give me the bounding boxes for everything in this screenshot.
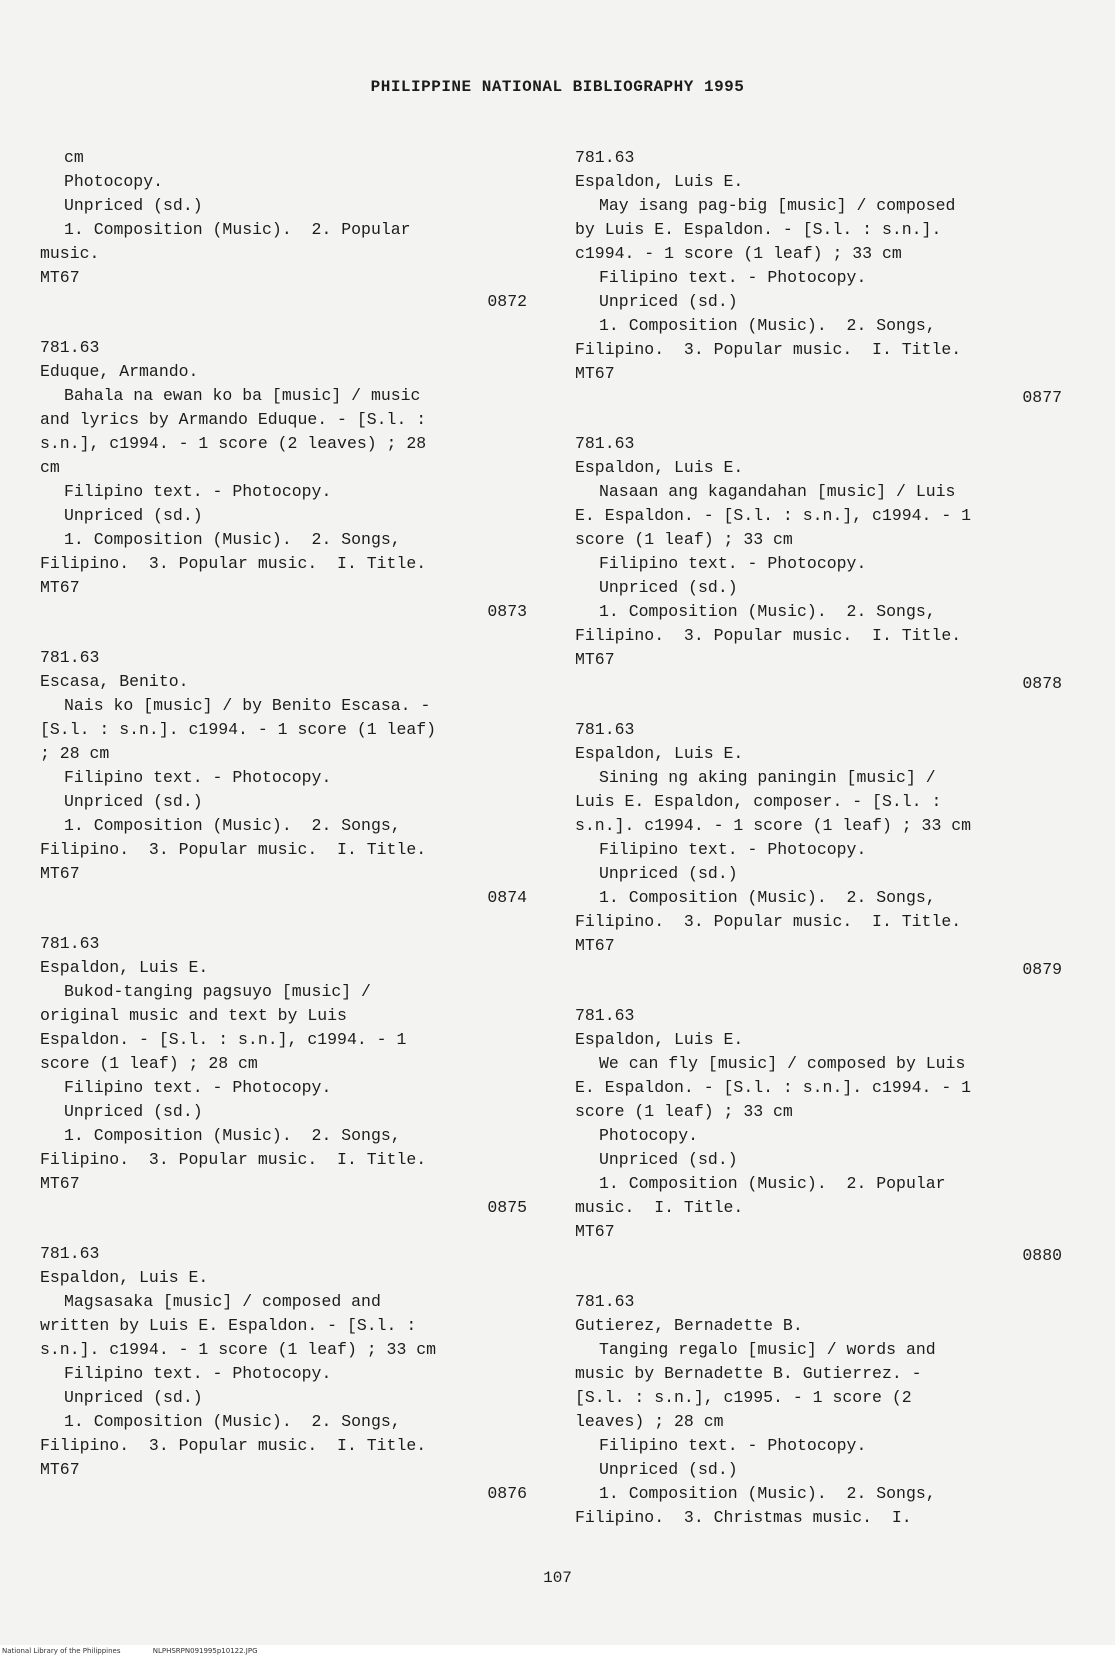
entry-line: Unpriced (sd.)	[599, 1150, 738, 1169]
entry-line: 1. Composition (Music). 2. Songs,	[64, 530, 401, 549]
entry-line: Escasa, Benito.	[40, 672, 189, 691]
entry-line: c1994. - 1 score (1 leaf) ; 33 cm	[575, 244, 902, 263]
entry-line: score (1 leaf) ; 33 cm	[575, 1102, 793, 1121]
entry-line: by Luis E. Espaldon. - [S.l. : s.n.].	[575, 220, 942, 239]
entry-line: Nais ko [music] / by Benito Escasa. -	[64, 696, 431, 715]
bibliography-entry	[575, 1004, 1070, 1268]
entry-line: MT67	[40, 268, 80, 287]
entry-line: s.n.]. c1994. - 1 score (1 leaf) ; 33 cm	[575, 816, 972, 835]
entry-line: 1. Composition (Music). 2. Songs,	[599, 602, 936, 621]
entry-line: 781.63	[575, 1292, 635, 1311]
entry-line: MT67	[575, 364, 615, 383]
entry-line: and lyrics by Armando Eduque. - [S.l. :	[40, 410, 427, 429]
entry-line: Filipino. 3. Christmas music. I.	[575, 1508, 912, 1527]
entry-line: Eduque, Armando.	[40, 362, 199, 381]
entry-line: Filipino text. - Photocopy.	[599, 268, 867, 287]
entry-line: Filipino text. - Photocopy.	[599, 1436, 867, 1455]
entry-line: 781.63	[40, 648, 100, 667]
entry-line: Unpriced (sd.)	[599, 864, 738, 883]
entry-line: 781.63	[575, 148, 635, 167]
entry-line: written by Luis E. Espaldon. - [S.l. :	[40, 1316, 417, 1335]
entry-line: Unpriced (sd.)	[64, 1388, 203, 1407]
entry-line: MT67	[575, 936, 615, 955]
entry-number: 0879	[1022, 960, 1062, 979]
entry-line: leaves) ; 28 cm	[575, 1412, 724, 1431]
entry-line: Filipino text. - Photocopy.	[599, 554, 867, 573]
bibliography-entry	[40, 146, 535, 314]
footer-file: NLPHSRPN091995p10122.JPG	[152, 1647, 258, 1655]
entry-number: 0880	[1022, 1246, 1062, 1265]
entry-line: Filipino. 3. Popular music. I. Title.	[40, 840, 427, 859]
bibliography-entry	[575, 146, 1070, 410]
entry-line: Filipino text. - Photocopy.	[64, 1364, 332, 1383]
entry-line: Espaldon, Luis E.	[575, 172, 744, 191]
entry-line: Unpriced (sd.)	[599, 578, 738, 597]
entry-line: Magsasaka [music] / composed and	[64, 1292, 381, 1311]
entry-line: 1. Composition (Music). 2. Popular	[64, 220, 411, 239]
entry-line: 1. Composition (Music). 2. Songs,	[64, 1126, 401, 1145]
entry-line: 1. Composition (Music). 2. Songs,	[599, 1484, 936, 1503]
entry-line: MT67	[40, 864, 80, 883]
entry-line: [S.l. : s.n.]. c1994. - 1 score (1 leaf)	[40, 720, 437, 739]
entry-line: Bahala na ewan ko ba [music] / music	[64, 386, 421, 405]
left-column	[40, 146, 535, 1528]
entry-line: ; 28 cm	[40, 744, 110, 763]
entry-line: Filipino text. - Photocopy.	[64, 1078, 332, 1097]
entry-line: 1. Composition (Music). 2. Songs,	[64, 816, 401, 835]
entry-line: Unpriced (sd.)	[599, 292, 738, 311]
entry-line: s.n.]. c1994. - 1 score (1 leaf) ; 33 cm	[40, 1340, 437, 1359]
entry-line: Filipino. 3. Popular music. I. Title.	[575, 912, 962, 931]
entry-line: MT67	[40, 578, 80, 597]
bibliography-entry	[575, 718, 1070, 982]
entry-line: May isang pag-big [music] / composed	[599, 196, 956, 215]
entry-line: Nasaan ang kagandahan [music] / Luis	[599, 482, 956, 501]
entry-number: 0872	[487, 292, 527, 311]
entry-line: Filipino text. - Photocopy.	[64, 768, 332, 787]
entry-line: Espaldon, Luis E.	[575, 744, 744, 763]
entry-line: Unpriced (sd.)	[64, 506, 203, 525]
entry-line: Filipino. 3. Popular music. I. Title.	[575, 340, 962, 359]
entry-line: Sining ng aking paningin [music] /	[599, 768, 936, 787]
entry-line: Espaldon. - [S.l. : s.n.], c1994. - 1	[40, 1030, 407, 1049]
entry-line: Luis E. Espaldon, composer. - [S.l. :	[575, 792, 942, 811]
entry-line: Espaldon, Luis E.	[40, 1268, 209, 1287]
entry-line: score (1 leaf) ; 33 cm	[575, 530, 793, 549]
entry-line: Gutierez, Bernadette B.	[575, 1316, 803, 1335]
entry-number: 0876	[487, 1484, 527, 1503]
entry-line: 781.63	[40, 934, 100, 953]
entry-line: MT67	[575, 650, 615, 669]
entry-line: We can fly [music] / composed by Luis	[599, 1054, 966, 1073]
entry-line: 781.63	[575, 434, 635, 453]
entry-line: Filipino text. - Photocopy.	[64, 482, 332, 501]
entry-line: 781.63	[40, 1244, 100, 1263]
entry-line: Unpriced (sd.)	[64, 196, 203, 215]
entry-line: MT67	[575, 1222, 615, 1241]
entry-line: music. I. Title.	[575, 1198, 744, 1217]
entry-number: 0877	[1022, 388, 1062, 407]
bibliography-entry	[40, 932, 535, 1220]
entry-line: Unpriced (sd.)	[599, 1460, 738, 1479]
bibliography-entry	[40, 1242, 535, 1506]
entry-line: cm	[40, 458, 60, 477]
entry-line: Unpriced (sd.)	[64, 1102, 203, 1121]
entry-line: Espaldon, Luis E.	[575, 458, 744, 477]
right-column	[575, 146, 1070, 1552]
entry-line: [S.l. : s.n.], c1995. - 1 score (2	[575, 1388, 912, 1407]
entry-line: s.n.], c1994. - 1 score (2 leaves) ; 28	[40, 434, 427, 453]
bibliography-entry	[575, 1290, 1070, 1530]
entry-line: Espaldon, Luis E.	[575, 1030, 744, 1049]
entry-line: 781.63	[40, 338, 100, 357]
entry-line: Unpriced (sd.)	[64, 792, 203, 811]
entry-line: Filipino. 3. Popular music. I. Title.	[575, 626, 962, 645]
entry-line: Filipino. 3. Popular music. I. Title.	[40, 1150, 427, 1169]
entry-line: Filipino text. - Photocopy.	[599, 840, 867, 859]
entry-number: 0874	[487, 888, 527, 907]
entry-line: cm	[64, 148, 84, 167]
footer-library: National Library of the Philippines	[2, 1647, 121, 1655]
entry-line: 1. Composition (Music). 2. Songs,	[64, 1412, 401, 1431]
entry-line: Tanging regalo [music] / words and	[599, 1340, 936, 1359]
page-number: 107	[543, 1569, 572, 1587]
bibliography-entry	[575, 432, 1070, 696]
entry-line: Bukod-tanging pagsuyo [music] /	[64, 982, 371, 1001]
entry-line: Filipino. 3. Popular music. I. Title.	[40, 1436, 427, 1455]
entry-line: E. Espaldon. - [S.l. : s.n.], c1994. - 1	[575, 506, 972, 525]
entry-line: 1. Composition (Music). 2. Songs,	[599, 316, 936, 335]
bibliography-entry	[40, 646, 535, 910]
page-title: PHILIPPINE NATIONAL BIBLIOGRAPHY 1995	[370, 78, 745, 96]
entry-line: music.	[40, 244, 100, 263]
entry-line: Filipino. 3. Popular music. I. Title.	[40, 554, 427, 573]
entry-line: 781.63	[575, 720, 635, 739]
scan-footer	[0, 1645, 1115, 1658]
entry-line: 1. Composition (Music). 2. Popular	[599, 1174, 946, 1193]
entry-line: original music and text by Luis	[40, 1006, 347, 1025]
entry-line: score (1 leaf) ; 28 cm	[40, 1054, 258, 1073]
entry-line: E. Espaldon. - [S.l. : s.n.]. c1994. - 1	[575, 1078, 972, 1097]
entry-line: music by Bernadette B. Gutierrez. -	[575, 1364, 922, 1383]
entry-line: MT67	[40, 1174, 80, 1193]
entry-number: 0875	[487, 1198, 527, 1217]
entry-line: MT67	[40, 1460, 80, 1479]
entry-line: Photocopy.	[64, 172, 164, 191]
entry-line: Espaldon, Luis E.	[40, 958, 209, 977]
entry-line: 781.63	[575, 1006, 635, 1025]
entry-number: 0878	[1022, 674, 1062, 693]
entry-number: 0873	[487, 602, 527, 621]
entry-line: Photocopy.	[599, 1126, 699, 1145]
entry-line: 1. Composition (Music). 2. Songs,	[599, 888, 936, 907]
bibliography-entry	[40, 336, 535, 624]
